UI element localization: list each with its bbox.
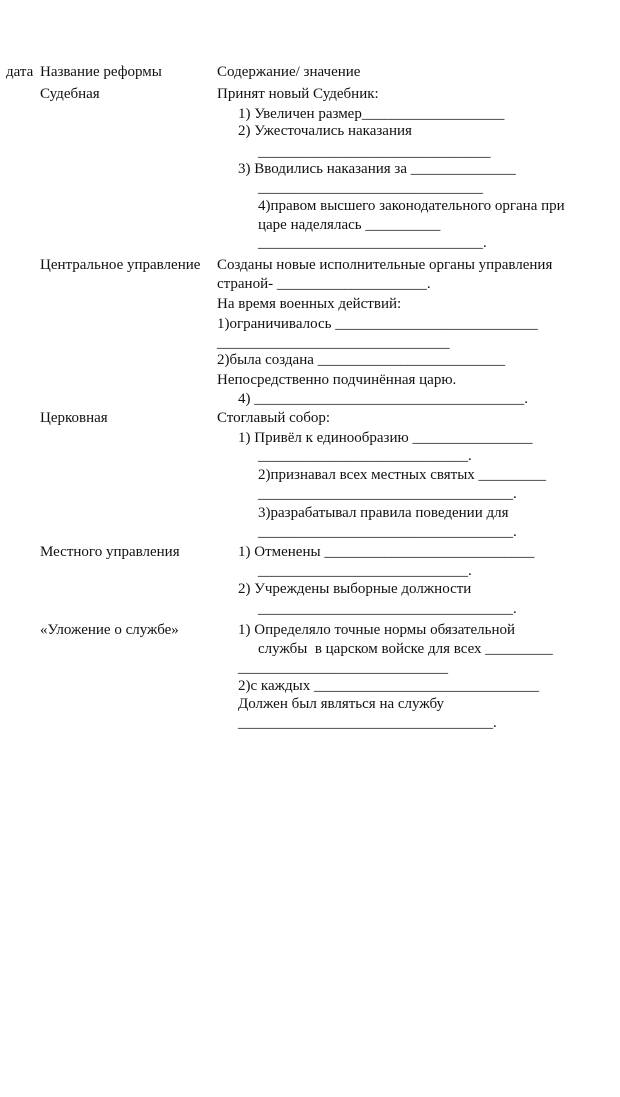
reform-name-judicial: Судебная xyxy=(40,86,100,102)
local-line: __________________________________. xyxy=(258,601,517,617)
judicial-line: 1) Увеличен размер___________________ xyxy=(238,106,505,122)
judicial-line: Принят новый Судебник: xyxy=(217,86,379,102)
date-header: дата xyxy=(6,64,34,80)
reform-name-header: Название реформы xyxy=(40,64,162,80)
judicial-line: 2) Ужесточались наказания xyxy=(238,123,412,139)
church-line: Стоглавый собор: xyxy=(217,410,331,426)
local-line: ____________________________. xyxy=(258,563,472,579)
judicial-line: царе наделялась __________ xyxy=(258,217,441,233)
service-line: 1) Определяло точные нормы обязательной xyxy=(238,622,516,638)
service-line: 2)с каждых ______________________________ xyxy=(238,678,539,694)
central-line: 2)была создана _________________________ xyxy=(217,352,506,368)
service-line: службы в царском войске для всех _________ xyxy=(258,641,553,657)
central-line: На время военных действий: xyxy=(217,296,402,312)
church-line: ____________________________. xyxy=(258,448,472,464)
reform-name-church: Церковная xyxy=(40,410,108,426)
content-header: Содержание/ значение xyxy=(217,64,361,80)
church-line: 1) Привёл к единообразию ________________ xyxy=(238,430,533,446)
service-line: ____________________________ xyxy=(238,660,448,676)
judicial-line: 3) Вводились наказания за ______________ xyxy=(238,161,516,177)
church-line: __________________________________. xyxy=(258,486,517,502)
church-line: __________________________________. xyxy=(258,524,517,540)
central-line: 4) ____________________________________. xyxy=(238,391,528,407)
judicial-line: _______________________________ xyxy=(258,144,491,160)
judicial-line: ______________________________ xyxy=(258,180,483,196)
central-line: Созданы новые исполнительные органы управления xyxy=(217,257,553,273)
judicial-line: ______________________________. xyxy=(258,235,487,251)
church-line: 3)разрабатывал правила поведении для xyxy=(258,505,509,521)
local-line: 1) Отменены ____________________________ xyxy=(238,544,535,560)
service-line: Должен был являться на службу xyxy=(238,696,445,712)
central-line: страной- ____________________. xyxy=(217,276,431,292)
central-line: Непосредственно подчинённая царю. xyxy=(217,372,457,388)
local-line: 2) Учреждены выборные должности xyxy=(238,581,472,597)
church-line: 2)признавал всех местных святых _________ xyxy=(258,467,547,483)
reform-name-local: Местного управления xyxy=(40,544,180,560)
service-line: __________________________________. xyxy=(238,715,497,731)
reform-name-central: Центральное управление xyxy=(40,257,201,273)
reform-name-service: «Уложение о службе» xyxy=(40,622,179,638)
central-line: _______________________________ xyxy=(217,335,450,351)
central-line: 1)ограничивалось ___________________________ xyxy=(217,316,538,332)
judicial-line: 4)правом высшего законодательного органа при xyxy=(258,198,565,214)
